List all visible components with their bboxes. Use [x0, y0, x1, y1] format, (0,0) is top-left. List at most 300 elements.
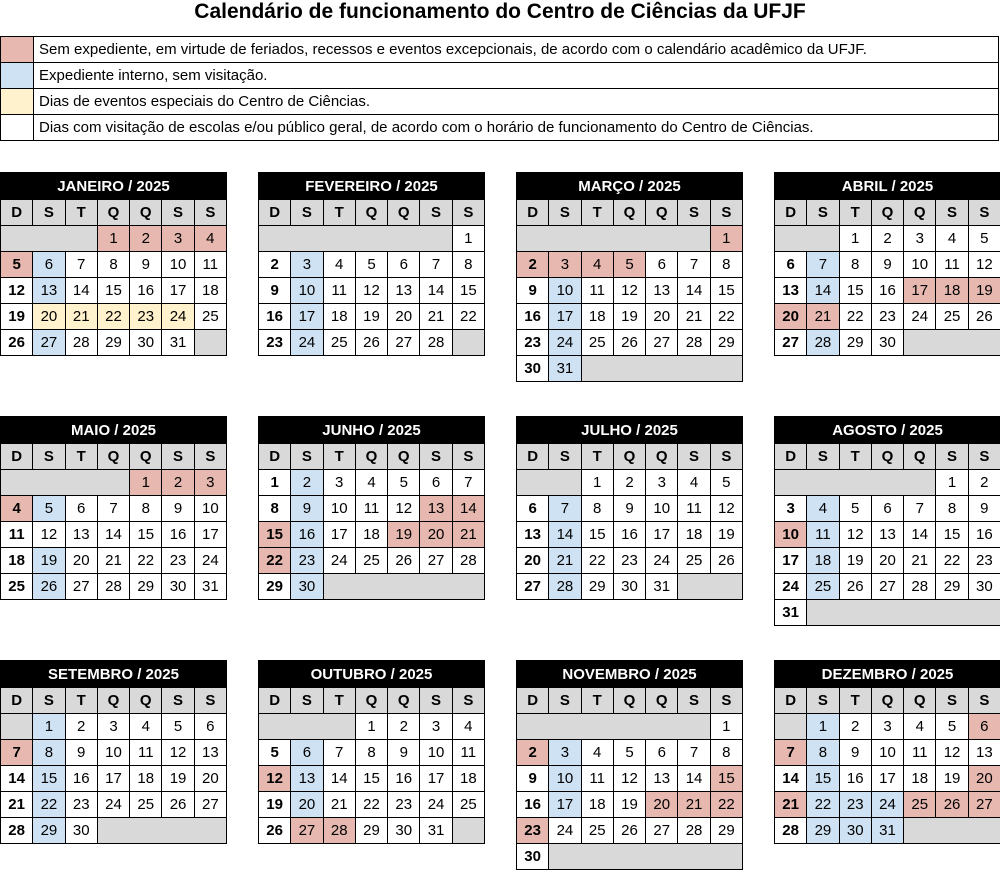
day-cell: 6 — [517, 496, 549, 522]
month-title: FEVEREIRO / 2025 — [259, 173, 485, 200]
empty-cell — [1, 470, 130, 496]
day-cell: 30 — [65, 818, 97, 844]
day-cell: 21 — [452, 522, 484, 548]
empty-cell — [581, 356, 742, 382]
weekday-header: T — [65, 444, 97, 470]
month-calendar — [258, 416, 485, 600]
day-cell: 3 — [420, 714, 452, 740]
day-cell: 31 — [194, 574, 226, 600]
day-cell: 31 — [162, 330, 194, 356]
day-cell: 6 — [388, 252, 420, 278]
day-cell: 25 — [936, 304, 968, 330]
week-row — [775, 792, 1000, 818]
day-cell: 21 — [678, 304, 710, 330]
day-cell: 12 — [613, 766, 645, 792]
day-cell: 24 — [904, 304, 936, 330]
day-cell: 25 — [194, 304, 226, 330]
day-cell: 19 — [839, 548, 871, 574]
weekday-header: S — [807, 444, 839, 470]
page-title: Calendário de funcionamento do Centro de Ciências da UFJF — [194, 0, 806, 23]
weekday-header: Q — [904, 200, 936, 226]
day-cell: 30 — [517, 356, 549, 382]
day-cell: 21 — [549, 548, 581, 574]
day-cell: 9 — [65, 740, 97, 766]
day-cell: 15 — [839, 278, 871, 304]
day-cell: 26 — [355, 330, 387, 356]
day-cell: 9 — [259, 278, 291, 304]
day-cell: 17 — [97, 766, 129, 792]
day-cell: 8 — [839, 252, 871, 278]
day-cell: 11 — [355, 496, 387, 522]
day-cell: 20 — [646, 304, 678, 330]
day-cell: 3 — [549, 252, 581, 278]
day-cell: 11 — [452, 740, 484, 766]
week-row — [517, 356, 743, 382]
day-cell: 1 — [807, 714, 839, 740]
day-cell: 1 — [710, 226, 742, 252]
weekday-header: S — [968, 444, 1000, 470]
day-cell: 24 — [420, 792, 452, 818]
weekday-header: S — [936, 200, 968, 226]
day-cell: 23 — [517, 330, 549, 356]
day-cell: 22 — [130, 548, 162, 574]
day-cell: 24 — [194, 548, 226, 574]
week-row — [517, 792, 743, 818]
day-cell: 8 — [33, 740, 65, 766]
month-calendar — [516, 172, 743, 382]
legend-text: Dias com visitação de escolas e/ou público geral, de acordo com o horário de funcionamento do Centro de Ciências. — [34, 115, 999, 141]
week-row — [775, 330, 1000, 356]
day-cell: 19 — [613, 304, 645, 330]
day-cell: 16 — [388, 766, 420, 792]
week-row — [259, 766, 485, 792]
week-row — [1, 548, 227, 574]
week-row — [517, 766, 743, 792]
day-cell: 30 — [968, 574, 1000, 600]
day-cell: 14 — [420, 278, 452, 304]
month-calendar — [774, 660, 1000, 844]
day-cell: 5 — [162, 714, 194, 740]
day-cell: 24 — [549, 330, 581, 356]
weekday-header: Q — [388, 444, 420, 470]
day-cell: 17 — [775, 548, 807, 574]
day-cell: 24 — [97, 792, 129, 818]
weekday-header: S — [291, 688, 323, 714]
week-row — [517, 714, 743, 740]
weekday-header: D — [517, 688, 549, 714]
weekday-header: T — [581, 200, 613, 226]
month-calendar — [516, 416, 743, 600]
day-cell: 25 — [904, 792, 936, 818]
day-cell: 22 — [259, 548, 291, 574]
day-cell: 22 — [33, 792, 65, 818]
month-calendar — [0, 660, 227, 844]
day-cell: 7 — [775, 740, 807, 766]
day-cell: 16 — [517, 304, 549, 330]
week-row — [517, 304, 743, 330]
week-row — [517, 470, 743, 496]
day-cell: 30 — [839, 818, 871, 844]
weekday-header: Q — [871, 688, 903, 714]
day-cell: 7 — [678, 252, 710, 278]
day-cell: 20 — [968, 766, 1000, 792]
day-cell: 27 — [388, 330, 420, 356]
day-cell: 16 — [65, 766, 97, 792]
empty-cell — [97, 818, 226, 844]
day-cell: 9 — [871, 252, 903, 278]
day-cell: 7 — [323, 740, 355, 766]
week-row — [517, 330, 743, 356]
day-cell: 25 — [130, 792, 162, 818]
day-cell: 16 — [259, 304, 291, 330]
day-cell: 11 — [904, 740, 936, 766]
empty-cell — [807, 600, 1000, 626]
day-cell: 5 — [613, 252, 645, 278]
day-cell: 6 — [646, 252, 678, 278]
week-row — [259, 470, 485, 496]
day-cell: 3 — [194, 470, 226, 496]
month-title: MAIO / 2025 — [1, 417, 227, 444]
day-cell: 27 — [33, 330, 65, 356]
day-cell: 6 — [871, 496, 903, 522]
day-cell: 28 — [775, 818, 807, 844]
month-calendar — [516, 660, 743, 870]
day-cell: 10 — [291, 278, 323, 304]
weekday-header: Q — [613, 200, 645, 226]
day-cell: 25 — [581, 818, 613, 844]
day-cell: 10 — [420, 740, 452, 766]
day-cell: 10 — [162, 252, 194, 278]
weekday-header: T — [839, 200, 871, 226]
day-cell: 7 — [1, 740, 33, 766]
day-cell: 28 — [420, 330, 452, 356]
weekday-header: T — [65, 200, 97, 226]
day-cell: 4 — [807, 496, 839, 522]
day-cell: 19 — [613, 792, 645, 818]
week-row — [259, 304, 485, 330]
day-cell: 21 — [775, 792, 807, 818]
day-cell: 19 — [968, 278, 1000, 304]
day-cell: 7 — [807, 252, 839, 278]
day-cell: 22 — [452, 304, 484, 330]
day-cell: 30 — [613, 574, 645, 600]
day-cell: 25 — [1, 574, 33, 600]
weekday-header: S — [936, 688, 968, 714]
day-cell: 8 — [452, 252, 484, 278]
day-cell: 2 — [259, 252, 291, 278]
day-cell: 12 — [33, 522, 65, 548]
day-cell: 14 — [904, 522, 936, 548]
day-cell: 5 — [839, 496, 871, 522]
day-cell: 12 — [388, 496, 420, 522]
legend-table — [0, 36, 999, 141]
day-cell: 25 — [581, 330, 613, 356]
day-cell: 5 — [1, 252, 33, 278]
day-cell: 1 — [581, 470, 613, 496]
day-cell: 18 — [678, 522, 710, 548]
day-cell: 1 — [33, 714, 65, 740]
day-cell: 19 — [355, 304, 387, 330]
day-cell: 16 — [871, 278, 903, 304]
day-cell: 22 — [710, 304, 742, 330]
week-row — [259, 574, 485, 600]
day-cell: 20 — [194, 766, 226, 792]
empty-cell — [517, 470, 582, 496]
day-cell: 20 — [33, 304, 65, 330]
legend-text: Expediente interno, sem visitação. — [34, 63, 999, 89]
day-cell: 10 — [323, 496, 355, 522]
weekday-header: S — [33, 200, 65, 226]
day-cell: 18 — [323, 304, 355, 330]
day-cell: 15 — [452, 278, 484, 304]
day-cell: 9 — [517, 766, 549, 792]
day-cell: 18 — [194, 278, 226, 304]
day-cell: 15 — [581, 522, 613, 548]
day-cell: 14 — [807, 278, 839, 304]
day-cell: 26 — [936, 792, 968, 818]
day-cell: 3 — [162, 226, 194, 252]
day-cell: 12 — [355, 278, 387, 304]
legend-swatch — [1, 115, 34, 141]
day-cell: 30 — [162, 574, 194, 600]
week-row — [1, 496, 227, 522]
day-cell: 13 — [646, 278, 678, 304]
day-cell: 23 — [517, 818, 549, 844]
day-cell: 30 — [291, 574, 323, 600]
day-cell: 13 — [646, 766, 678, 792]
day-cell: 21 — [807, 304, 839, 330]
day-cell: 30 — [388, 818, 420, 844]
day-cell: 23 — [613, 548, 645, 574]
empty-cell — [904, 818, 1000, 844]
day-cell: 20 — [646, 792, 678, 818]
day-cell: 14 — [1, 766, 33, 792]
day-cell: 25 — [355, 548, 387, 574]
day-cell: 11 — [1, 522, 33, 548]
week-row — [1, 304, 227, 330]
weekday-header: Q — [97, 688, 129, 714]
day-cell: 8 — [936, 496, 968, 522]
weekday-header: S — [194, 444, 226, 470]
day-cell: 15 — [97, 278, 129, 304]
day-cell: 27 — [291, 818, 323, 844]
day-cell: 24 — [291, 330, 323, 356]
day-cell: 30 — [517, 844, 549, 870]
weekday-header: S — [549, 200, 581, 226]
day-cell: 2 — [65, 714, 97, 740]
day-cell: 11 — [807, 522, 839, 548]
day-cell: 26 — [839, 574, 871, 600]
day-cell: 17 — [291, 304, 323, 330]
day-cell: 12 — [839, 522, 871, 548]
legend-text: Dias de eventos especiais do Centro de Ciências. — [34, 89, 999, 115]
legend-swatch — [1, 63, 34, 89]
day-cell: 4 — [1, 496, 33, 522]
day-cell: 10 — [904, 252, 936, 278]
day-cell: 21 — [97, 548, 129, 574]
day-cell: 7 — [420, 252, 452, 278]
month-calendar — [0, 416, 227, 600]
day-cell: 31 — [871, 818, 903, 844]
day-cell: 2 — [291, 470, 323, 496]
empty-cell — [904, 330, 1000, 356]
day-cell: 6 — [968, 714, 1000, 740]
day-cell: 3 — [904, 226, 936, 252]
day-cell: 24 — [871, 792, 903, 818]
day-cell: 26 — [1, 330, 33, 356]
day-cell: 17 — [162, 278, 194, 304]
empty-cell — [775, 226, 840, 252]
weekday-header: D — [1, 200, 33, 226]
week-row — [517, 574, 743, 600]
day-cell: 8 — [355, 740, 387, 766]
day-cell: 21 — [323, 792, 355, 818]
day-cell: 5 — [936, 714, 968, 740]
day-cell: 28 — [323, 818, 355, 844]
day-cell: 25 — [807, 574, 839, 600]
day-cell: 28 — [452, 548, 484, 574]
weekday-header: S — [452, 444, 484, 470]
day-cell: 27 — [968, 792, 1000, 818]
day-cell: 22 — [807, 792, 839, 818]
empty-cell — [775, 470, 936, 496]
weekday-header: D — [1, 444, 33, 470]
weekday-header: Q — [130, 444, 162, 470]
day-cell: 4 — [130, 714, 162, 740]
day-cell: 15 — [710, 766, 742, 792]
day-cell: 23 — [839, 792, 871, 818]
day-cell: 14 — [65, 278, 97, 304]
day-cell: 18 — [130, 766, 162, 792]
day-cell: 16 — [162, 522, 194, 548]
day-cell: 29 — [710, 330, 742, 356]
weekday-header: S — [452, 688, 484, 714]
week-row — [517, 740, 743, 766]
weekday-header: S — [807, 200, 839, 226]
day-cell: 5 — [613, 740, 645, 766]
week-row — [259, 522, 485, 548]
weekday-header: S — [807, 688, 839, 714]
day-cell: 8 — [710, 252, 742, 278]
weekday-header: S — [678, 688, 710, 714]
legend-row — [1, 115, 999, 141]
day-cell: 29 — [355, 818, 387, 844]
day-cell: 14 — [452, 496, 484, 522]
day-cell: 12 — [936, 740, 968, 766]
empty-cell — [452, 818, 484, 844]
day-cell: 11 — [130, 740, 162, 766]
week-row — [775, 252, 1000, 278]
day-cell: 12 — [162, 740, 194, 766]
day-cell: 1 — [97, 226, 129, 252]
week-row — [517, 496, 743, 522]
empty-cell — [517, 226, 711, 252]
day-cell: 9 — [839, 740, 871, 766]
day-cell: 5 — [968, 226, 1000, 252]
day-cell: 29 — [33, 818, 65, 844]
day-cell: 29 — [710, 818, 742, 844]
weekday-header: S — [936, 444, 968, 470]
day-cell: 4 — [194, 226, 226, 252]
day-cell: 10 — [97, 740, 129, 766]
week-row — [1, 740, 227, 766]
day-cell: 23 — [291, 548, 323, 574]
weekday-header: Q — [97, 444, 129, 470]
day-cell: 13 — [775, 278, 807, 304]
day-cell: 6 — [420, 470, 452, 496]
day-cell: 28 — [678, 330, 710, 356]
day-cell: 21 — [420, 304, 452, 330]
week-row — [259, 792, 485, 818]
day-cell: 15 — [936, 522, 968, 548]
week-row — [259, 548, 485, 574]
weekday-header: Q — [646, 688, 678, 714]
day-cell: 18 — [355, 522, 387, 548]
week-row — [517, 818, 743, 844]
day-cell: 28 — [678, 818, 710, 844]
day-cell: 28 — [549, 574, 581, 600]
day-cell: 28 — [904, 574, 936, 600]
empty-cell — [775, 714, 807, 740]
weekday-header: Q — [130, 200, 162, 226]
weekday-header: S — [291, 444, 323, 470]
weekday-header: S — [420, 688, 452, 714]
weekday-header: D — [775, 200, 807, 226]
day-cell: 19 — [162, 766, 194, 792]
weekday-header: S — [678, 444, 710, 470]
empty-cell — [259, 226, 453, 252]
day-cell: 1 — [452, 226, 484, 252]
day-cell: 3 — [871, 714, 903, 740]
day-cell: 22 — [581, 548, 613, 574]
day-cell: 14 — [678, 766, 710, 792]
week-row — [259, 252, 485, 278]
day-cell: 15 — [130, 522, 162, 548]
day-cell: 3 — [549, 740, 581, 766]
day-cell: 17 — [549, 304, 581, 330]
day-cell: 21 — [904, 548, 936, 574]
weekday-header: T — [323, 200, 355, 226]
month-calendar — [774, 416, 1000, 626]
day-cell: 29 — [259, 574, 291, 600]
day-cell: 11 — [323, 278, 355, 304]
day-cell: 6 — [194, 714, 226, 740]
weekday-header: S — [678, 200, 710, 226]
weekday-header: Q — [904, 688, 936, 714]
day-cell: 25 — [452, 792, 484, 818]
day-cell: 22 — [97, 304, 129, 330]
day-cell: 30 — [871, 330, 903, 356]
day-cell: 8 — [581, 496, 613, 522]
day-cell: 4 — [904, 714, 936, 740]
day-cell: 18 — [452, 766, 484, 792]
day-cell: 8 — [130, 496, 162, 522]
weekday-header: D — [259, 200, 291, 226]
day-cell: 27 — [775, 330, 807, 356]
weekday-header: S — [33, 444, 65, 470]
week-row — [517, 252, 743, 278]
weekday-header: S — [710, 444, 742, 470]
day-cell: 20 — [65, 548, 97, 574]
legend-text: Sem expediente, em virtude de feriados, recessos e eventos excepcionais, de acordo com o calendário acadêmico da UFJF. — [34, 37, 999, 63]
month-title: JUNHO / 2025 — [259, 417, 485, 444]
weekday-header: S — [549, 688, 581, 714]
weekday-header: T — [323, 444, 355, 470]
week-row — [1, 574, 227, 600]
week-row — [775, 496, 1000, 522]
day-cell: 19 — [936, 766, 968, 792]
weekday-header: S — [968, 688, 1000, 714]
